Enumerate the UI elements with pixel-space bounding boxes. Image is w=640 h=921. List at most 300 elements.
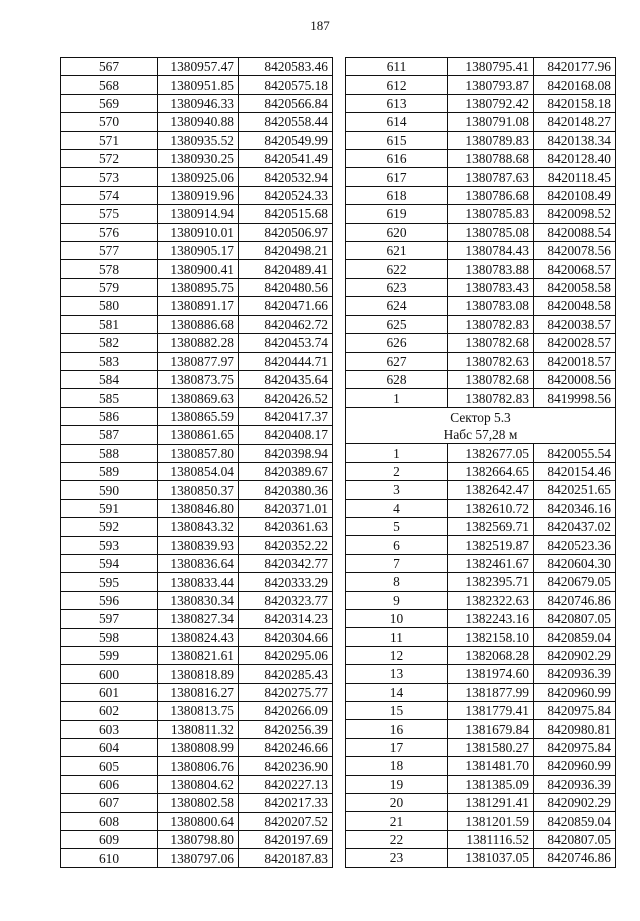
table-row <box>346 794 616 812</box>
y-coordinate-cell: 8420975.84 <box>534 702 616 720</box>
y-coordinate-cell: 8420980.81 <box>534 720 616 738</box>
x-coordinate-cell: 1381385.09 <box>448 775 534 793</box>
x-coordinate-cell: 1381201.59 <box>448 812 534 830</box>
x-coordinate-cell: 1380833.44 <box>158 573 239 591</box>
table-row <box>61 775 333 793</box>
point-number-cell: 598 <box>61 628 158 646</box>
table-row <box>61 628 333 646</box>
point-number-cell: 14 <box>346 683 448 701</box>
point-number-cell: 3 <box>346 481 448 499</box>
table-row <box>61 168 333 186</box>
point-number-cell: 576 <box>61 223 158 241</box>
x-coordinate-cell: 1380783.88 <box>448 260 534 278</box>
point-number-cell: 579 <box>61 278 158 296</box>
y-coordinate-cell: 8420444.71 <box>239 352 333 370</box>
table-row <box>346 536 616 554</box>
table-row <box>61 278 333 296</box>
point-number-cell: 616 <box>346 150 448 168</box>
table-row <box>61 591 333 609</box>
point-number-cell: 625 <box>346 315 448 333</box>
table-row <box>61 518 333 536</box>
point-number-cell: 588 <box>61 444 158 462</box>
x-coordinate-cell: 1380827.34 <box>158 610 239 628</box>
y-coordinate-cell: 8420138.34 <box>534 131 616 149</box>
table-row <box>61 315 333 333</box>
point-number-cell: 585 <box>61 389 158 407</box>
y-coordinate-cell: 8420038.57 <box>534 315 616 333</box>
table-row <box>61 573 333 591</box>
y-coordinate-cell: 8420118.45 <box>534 168 616 186</box>
x-coordinate-cell: 1380791.08 <box>448 113 534 131</box>
table-row <box>346 554 616 572</box>
y-coordinate-cell: 8420558.44 <box>239 113 333 131</box>
point-number-cell: 12 <box>346 646 448 664</box>
x-coordinate-cell: 1382395.71 <box>448 573 534 591</box>
x-coordinate-cell: 1380935.52 <box>158 131 239 149</box>
point-number-cell: 11 <box>346 628 448 646</box>
sector-coordinates-body <box>346 444 616 867</box>
y-coordinate-cell: 8420236.90 <box>239 757 333 775</box>
x-coordinate-cell: 1381116.52 <box>448 830 534 848</box>
x-coordinate-cell: 1380839.93 <box>158 536 239 554</box>
x-coordinate-cell: 1380861.65 <box>158 426 239 444</box>
point-number-cell: 9 <box>346 591 448 609</box>
point-number-cell: 591 <box>61 499 158 517</box>
y-coordinate-cell: 8420128.40 <box>534 150 616 168</box>
table-row <box>61 334 333 352</box>
x-coordinate-cell: 1380850.37 <box>158 481 239 499</box>
y-coordinate-cell: 8420266.09 <box>239 702 333 720</box>
point-number-cell: 605 <box>61 757 158 775</box>
point-number-cell: 16 <box>346 720 448 738</box>
table-row <box>346 278 616 296</box>
table-row <box>61 481 333 499</box>
y-coordinate-cell: 8420018.57 <box>534 352 616 370</box>
y-coordinate-cell: 8420417.37 <box>239 407 333 425</box>
x-coordinate-cell: 1380816.27 <box>158 683 239 701</box>
y-coordinate-cell: 8420807.05 <box>534 609 616 627</box>
y-coordinate-cell: 8420088.54 <box>534 223 616 241</box>
x-coordinate-cell: 1380895.75 <box>158 278 239 296</box>
table-row <box>61 223 333 241</box>
point-number-cell: 594 <box>61 554 158 572</box>
table-row <box>346 352 616 370</box>
point-number-cell: 627 <box>346 352 448 370</box>
table-row <box>61 205 333 223</box>
table-row <box>346 242 616 260</box>
point-number-cell: 581 <box>61 315 158 333</box>
x-coordinate-cell: 1380786.68 <box>448 186 534 204</box>
y-coordinate-cell: 8420902.29 <box>534 646 616 664</box>
sector-subtitle: Набс 57,28 м <box>443 427 518 443</box>
point-number-cell: 600 <box>61 665 158 683</box>
table-row <box>61 150 333 168</box>
y-coordinate-cell: 8420168.08 <box>534 76 616 94</box>
x-coordinate-cell: 1380813.75 <box>158 702 239 720</box>
x-coordinate-cell: 1380783.08 <box>448 297 534 315</box>
x-coordinate-cell: 1380940.88 <box>158 113 239 131</box>
point-number-cell: 589 <box>61 462 158 480</box>
y-coordinate-cell: 8420936.39 <box>534 665 616 683</box>
x-coordinate-cell: 1380797.06 <box>158 849 239 867</box>
table-row <box>346 812 616 830</box>
x-coordinate-cell: 1380843.32 <box>158 518 239 536</box>
x-coordinate-cell: 1380882.28 <box>158 334 239 352</box>
y-coordinate-cell: 8420285.43 <box>239 665 333 683</box>
table-row <box>61 186 333 204</box>
table-row <box>61 407 333 425</box>
x-coordinate-cell: 1380951.85 <box>158 76 239 94</box>
table-row <box>61 58 333 76</box>
x-coordinate-cell: 1380854.04 <box>158 462 239 480</box>
table-row <box>61 702 333 720</box>
table-row <box>346 517 616 535</box>
point-number-cell: 18 <box>346 757 448 775</box>
point-number-cell: 622 <box>346 260 448 278</box>
y-coordinate-cell: 8420604.30 <box>534 554 616 572</box>
y-coordinate-cell: 8420583.46 <box>239 58 333 76</box>
point-number-cell: 569 <box>61 94 158 112</box>
y-coordinate-cell: 8420859.04 <box>534 812 616 830</box>
table-row <box>61 683 333 701</box>
y-coordinate-cell: 8420008.56 <box>534 370 616 388</box>
table-row <box>346 830 616 848</box>
y-coordinate-cell: 8420256.39 <box>239 720 333 738</box>
y-coordinate-cell: 8420489.41 <box>239 260 333 278</box>
y-coordinate-cell: 8420859.04 <box>534 628 616 646</box>
x-coordinate-cell: 1380821.61 <box>158 647 239 665</box>
point-number-cell: 590 <box>61 481 158 499</box>
point-number-cell: 617 <box>346 168 448 186</box>
x-coordinate-cell: 1382677.05 <box>448 444 534 462</box>
table-row <box>61 260 333 278</box>
y-coordinate-cell: 8420498.21 <box>239 242 333 260</box>
x-coordinate-cell: 1381291.41 <box>448 794 534 812</box>
table-row <box>61 720 333 738</box>
table-row <box>346 76 616 94</box>
point-number-cell: 580 <box>61 297 158 315</box>
point-number-cell: 19 <box>346 775 448 793</box>
point-number-cell: 6 <box>346 536 448 554</box>
table-row <box>61 352 333 370</box>
x-coordinate-cell: 1380800.64 <box>158 812 239 830</box>
x-coordinate-cell: 1380789.83 <box>448 131 534 149</box>
x-coordinate-cell: 1380792.42 <box>448 94 534 112</box>
x-coordinate-cell: 1380824.43 <box>158 628 239 646</box>
y-coordinate-cell: 8420197.69 <box>239 831 333 849</box>
table-row <box>346 131 616 149</box>
point-number-cell: 606 <box>61 775 158 793</box>
point-number-cell: 619 <box>346 205 448 223</box>
x-coordinate-cell: 1382664.65 <box>448 462 534 480</box>
y-coordinate-cell: 8420108.49 <box>534 186 616 204</box>
x-coordinate-cell: 1380793.87 <box>448 76 534 94</box>
y-coordinate-cell: 8420158.18 <box>534 94 616 112</box>
y-coordinate-cell: 8420462.72 <box>239 315 333 333</box>
x-coordinate-cell: 1380910.01 <box>158 223 239 241</box>
table-row <box>346 315 616 333</box>
y-coordinate-cell: 8420936.39 <box>534 775 616 793</box>
y-coordinate-cell: 8420275.77 <box>239 683 333 701</box>
table-row <box>61 113 333 131</box>
x-coordinate-cell: 1380782.68 <box>448 370 534 388</box>
table-row <box>61 794 333 812</box>
point-number-cell: 601 <box>61 683 158 701</box>
table-row <box>61 665 333 683</box>
y-coordinate-cell: 8420471.66 <box>239 297 333 315</box>
y-coordinate-cell: 8420408.17 <box>239 426 333 444</box>
table-row <box>61 757 333 775</box>
point-number-cell: 10 <box>346 609 448 627</box>
table-row <box>346 665 616 683</box>
x-coordinate-cell: 1380783.43 <box>448 278 534 296</box>
table-row <box>346 573 616 591</box>
table-row <box>61 131 333 149</box>
point-number-cell: 571 <box>61 131 158 149</box>
point-number-cell: 1 <box>346 389 448 407</box>
x-coordinate-cell: 1380886.68 <box>158 315 239 333</box>
x-coordinate-cell: 1380846.80 <box>158 499 239 517</box>
point-number-cell: 586 <box>61 407 158 425</box>
x-coordinate-cell: 1382569.71 <box>448 517 534 535</box>
point-number-cell: 21 <box>346 812 448 830</box>
point-number-cell: 584 <box>61 370 158 388</box>
y-coordinate-cell: 8420746.86 <box>534 591 616 609</box>
y-coordinate-cell: 8420532.94 <box>239 168 333 186</box>
x-coordinate-cell: 1380804.62 <box>158 775 239 793</box>
table-row <box>346 775 616 793</box>
y-coordinate-cell: 8420154.46 <box>534 462 616 480</box>
x-coordinate-cell: 1381974.60 <box>448 665 534 683</box>
point-number-cell: 608 <box>61 812 158 830</box>
y-coordinate-cell: 8420902.29 <box>534 794 616 812</box>
sector-title: Сектор 5.3 <box>450 409 511 425</box>
point-number-cell: 5 <box>346 517 448 535</box>
point-number-cell: 15 <box>346 702 448 720</box>
point-number-cell: 614 <box>346 113 448 131</box>
table-row <box>346 609 616 627</box>
table-row <box>346 113 616 131</box>
table-row <box>346 168 616 186</box>
y-coordinate-cell: 8420217.33 <box>239 794 333 812</box>
y-coordinate-cell: 8420575.18 <box>239 76 333 94</box>
table-row <box>346 757 616 775</box>
point-number-cell: 624 <box>346 297 448 315</box>
y-coordinate-cell: 8420453.74 <box>239 334 333 352</box>
x-coordinate-cell: 1380782.83 <box>448 315 534 333</box>
table-row <box>61 76 333 94</box>
x-coordinate-cell: 1381679.84 <box>448 720 534 738</box>
y-coordinate-cell: 8420333.29 <box>239 573 333 591</box>
point-number-cell: 620 <box>346 223 448 241</box>
y-coordinate-cell: 8419998.56 <box>534 389 616 407</box>
point-number-cell: 23 <box>346 849 448 867</box>
point-number-cell: 615 <box>346 131 448 149</box>
table-row <box>61 849 333 867</box>
x-coordinate-cell: 1380900.41 <box>158 260 239 278</box>
x-coordinate-cell: 1380806.76 <box>158 757 239 775</box>
x-coordinate-cell: 1380836.64 <box>158 554 239 572</box>
x-coordinate-cell: 1380788.68 <box>448 150 534 168</box>
x-coordinate-cell: 1380808.99 <box>158 739 239 757</box>
x-coordinate-cell: 1380782.63 <box>448 352 534 370</box>
y-coordinate-cell: 8420177.96 <box>534 58 616 76</box>
point-number-cell: 618 <box>346 186 448 204</box>
y-coordinate-cell: 8420746.86 <box>534 849 616 867</box>
y-coordinate-cell: 8420480.56 <box>239 278 333 296</box>
x-coordinate-cell: 1382642.47 <box>448 481 534 499</box>
x-coordinate-cell: 1382243.16 <box>448 609 534 627</box>
table-row <box>346 591 616 609</box>
y-coordinate-cell: 8420960.99 <box>534 683 616 701</box>
y-coordinate-cell: 8420304.66 <box>239 628 333 646</box>
table-row <box>61 499 333 517</box>
y-coordinate-cell: 8420389.67 <box>239 462 333 480</box>
point-number-cell: 592 <box>61 518 158 536</box>
x-coordinate-cell: 1381779.41 <box>448 702 534 720</box>
point-number-cell: 583 <box>61 352 158 370</box>
table-row <box>61 536 333 554</box>
x-coordinate-cell: 1380873.75 <box>158 370 239 388</box>
x-coordinate-cell: 1380782.83 <box>448 389 534 407</box>
point-number-cell: 8 <box>346 573 448 591</box>
table-row <box>346 499 616 517</box>
y-coordinate-cell: 8420246.66 <box>239 739 333 757</box>
point-number-cell: 574 <box>61 186 158 204</box>
table-row <box>61 739 333 757</box>
table-row <box>61 389 333 407</box>
y-coordinate-cell: 8420437.02 <box>534 517 616 535</box>
y-coordinate-cell: 8420380.36 <box>239 481 333 499</box>
y-coordinate-cell: 8420398.94 <box>239 444 333 462</box>
point-number-cell: 603 <box>61 720 158 738</box>
point-number-cell: 593 <box>61 536 158 554</box>
table-row <box>61 297 333 315</box>
point-number-cell: 596 <box>61 591 158 609</box>
coordinates-table-left <box>60 57 333 868</box>
x-coordinate-cell: 1380905.17 <box>158 242 239 260</box>
point-number-cell: 575 <box>61 205 158 223</box>
point-number-cell: 609 <box>61 831 158 849</box>
table-row <box>346 297 616 315</box>
point-number-cell: 623 <box>346 278 448 296</box>
point-number-cell: 599 <box>61 647 158 665</box>
table-row <box>346 628 616 646</box>
x-coordinate-cell: 1381877.99 <box>448 683 534 701</box>
point-number-cell: 578 <box>61 260 158 278</box>
table-row <box>346 260 616 278</box>
x-coordinate-cell: 1381037.05 <box>448 849 534 867</box>
table-row <box>346 683 616 701</box>
table-row <box>346 462 616 480</box>
page-number: 187 <box>310 18 330 33</box>
table-row <box>346 389 616 407</box>
sector-header <box>346 407 616 444</box>
y-coordinate-cell: 8420506.97 <box>239 223 333 241</box>
y-coordinate-cell: 8420078.56 <box>534 242 616 260</box>
x-coordinate-cell: 1380930.25 <box>158 150 239 168</box>
point-number-cell: 621 <box>346 242 448 260</box>
table-row <box>61 462 333 480</box>
y-coordinate-cell: 8420679.05 <box>534 573 616 591</box>
x-coordinate-cell: 1380914.94 <box>158 205 239 223</box>
x-coordinate-cell: 1380919.96 <box>158 186 239 204</box>
table-row <box>61 812 333 830</box>
point-number-cell: 13 <box>346 665 448 683</box>
point-number-cell: 610 <box>61 849 158 867</box>
point-number-cell: 613 <box>346 94 448 112</box>
y-coordinate-cell: 8420058.58 <box>534 278 616 296</box>
table-row <box>346 94 616 112</box>
point-number-cell: 602 <box>61 702 158 720</box>
x-coordinate-cell: 1380784.43 <box>448 242 534 260</box>
y-coordinate-cell: 8420807.05 <box>534 830 616 848</box>
point-number-cell: 604 <box>61 739 158 757</box>
table-row <box>61 370 333 388</box>
y-coordinate-cell: 8420566.84 <box>239 94 333 112</box>
coordinates-table-left-body <box>61 58 333 868</box>
point-number-cell: 611 <box>346 58 448 76</box>
x-coordinate-cell: 1380857.80 <box>158 444 239 462</box>
x-coordinate-cell: 1382519.87 <box>448 536 534 554</box>
x-coordinate-cell: 1380802.58 <box>158 794 239 812</box>
table-row <box>346 370 616 388</box>
x-coordinate-cell: 1382158.10 <box>448 628 534 646</box>
point-number-cell: 573 <box>61 168 158 186</box>
x-coordinate-cell: 1380818.89 <box>158 665 239 683</box>
y-coordinate-cell: 8420055.54 <box>534 444 616 462</box>
point-number-cell: 595 <box>61 573 158 591</box>
table-row <box>61 444 333 462</box>
x-coordinate-cell: 1380865.59 <box>158 407 239 425</box>
table-row <box>346 720 616 738</box>
table-row <box>346 334 616 352</box>
table-row <box>61 610 333 628</box>
table-row <box>61 94 333 112</box>
x-coordinate-cell: 1382322.63 <box>448 591 534 609</box>
x-coordinate-cell: 1381580.27 <box>448 738 534 756</box>
y-coordinate-cell: 8420295.06 <box>239 647 333 665</box>
y-coordinate-cell: 8420207.52 <box>239 812 333 830</box>
x-coordinate-cell: 1380877.97 <box>158 352 239 370</box>
y-coordinate-cell: 8420346.16 <box>534 499 616 517</box>
coordinates-table-right-body <box>346 58 616 408</box>
y-coordinate-cell: 8420227.13 <box>239 775 333 793</box>
y-coordinate-cell: 8420098.52 <box>534 205 616 223</box>
point-number-cell: 7 <box>346 554 448 572</box>
table-row <box>346 186 616 204</box>
table-row <box>346 481 616 499</box>
y-coordinate-cell: 8420975.84 <box>534 738 616 756</box>
y-coordinate-cell: 8420523.36 <box>534 536 616 554</box>
x-coordinate-cell: 1380798.80 <box>158 831 239 849</box>
x-coordinate-cell: 1380785.08 <box>448 223 534 241</box>
point-number-cell: 17 <box>346 738 448 756</box>
y-coordinate-cell: 8420187.83 <box>239 849 333 867</box>
point-number-cell: 4 <box>346 499 448 517</box>
x-coordinate-cell: 1381481.70 <box>448 757 534 775</box>
point-number-cell: 1 <box>346 444 448 462</box>
table-row <box>346 150 616 168</box>
y-coordinate-cell: 8420342.77 <box>239 554 333 572</box>
point-number-cell: 612 <box>346 76 448 94</box>
y-coordinate-cell: 8420251.65 <box>534 481 616 499</box>
x-coordinate-cell: 1380925.06 <box>158 168 239 186</box>
point-number-cell: 582 <box>61 334 158 352</box>
x-coordinate-cell: 1380785.83 <box>448 205 534 223</box>
x-coordinate-cell: 1380957.47 <box>158 58 239 76</box>
coordinates-table-right <box>345 57 616 868</box>
